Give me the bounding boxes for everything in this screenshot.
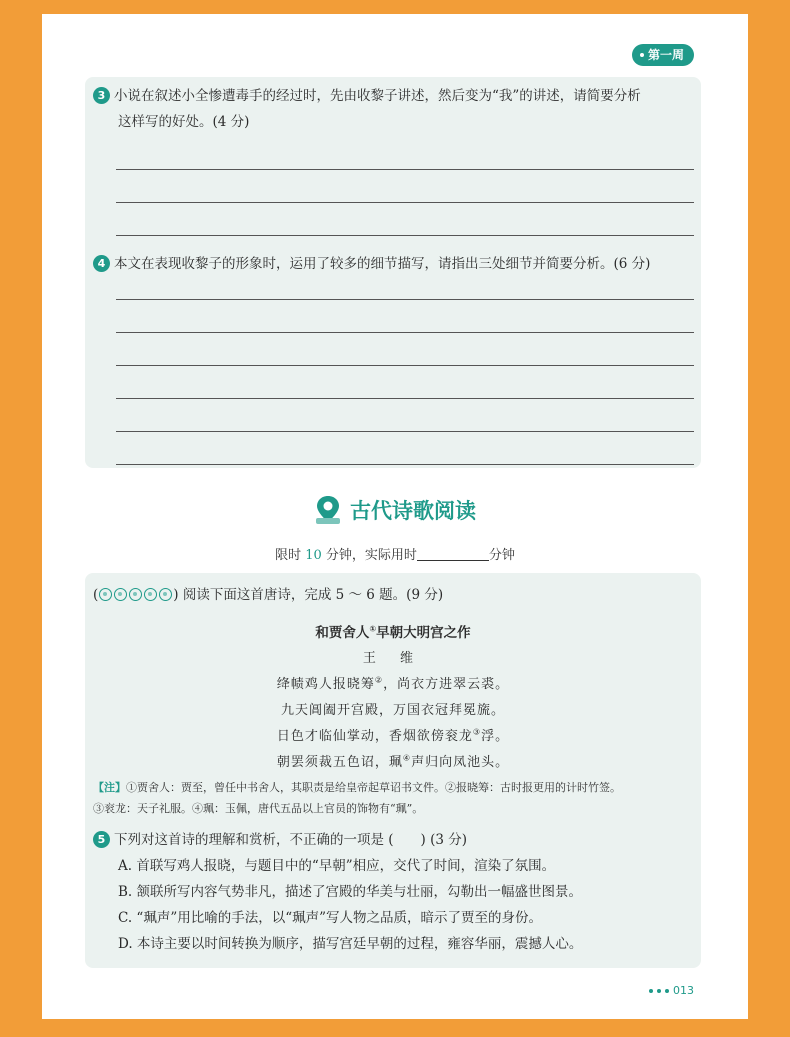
question-panel-poetry [85,573,701,968]
poem-title-part: 和贾舍人 [315,625,370,641]
question-panel-modern-text [85,77,701,468]
poem-line-text: 朝罢须裁五色诏，珮 [276,755,403,770]
footnote-mark: ① [369,624,377,634]
difficulty-circle-icon [99,588,112,601]
footer-dot-icon [649,989,653,993]
badge-dot-icon [640,53,644,57]
question-4-text: 本文在表现收黎子的形象时，运用了较多的细节描写，请指出三处细节并简要分析。(6 分) [114,256,651,272]
intro-paren: ( [93,587,99,603]
option-a[interactable]: A. 首联写鸡人报晓，与题目中的“早朝”相应，交代了时间，渲染了氛围。 [118,858,556,874]
page-footer [649,984,694,997]
page-number: 013 [673,984,694,997]
option-c[interactable]: C. “珮声”用比喻的手法，以“珮声”写人物之品质，暗示了贾至的身份。 [118,910,543,926]
section-title-text: 古代诗歌阅读 [350,499,476,523]
poem-line-text: 声归向凤池头。 [411,755,510,770]
poem-line [85,725,701,744]
poem-line [85,673,701,692]
poem-notes [93,777,693,819]
question-3-line2: 这样写的好处。(4 分) [118,114,250,130]
option-d[interactable]: D. 本诗主要以时间转换为顺序，描写宫廷早朝的过程，雍容华丽，震撼人心。 [118,936,583,952]
poem-line [85,699,701,718]
poem-line-text: 浮。 [481,729,510,744]
difficulty-circle-icon [129,588,142,601]
poem-author: 王 维 [362,651,424,666]
poem-title [85,621,701,641]
answer-line[interactable] [116,299,694,300]
timer-middle: 分钟，实际用时 [325,548,417,563]
poem-intro [93,585,443,605]
question-number-badge: 4 [93,255,110,272]
timer-minutes: 10 [305,548,322,563]
answer-line[interactable] [116,398,694,399]
answer-line[interactable] [116,235,694,236]
option-b[interactable]: B. 颔联所写内容气势非凡，描述了宫殿的华美与壮丽，勾勒出一幅盛世图景。 [118,884,583,900]
answer-line[interactable] [116,464,694,465]
question-5 [93,827,693,957]
question-number-badge: 3 [93,87,110,104]
note-line: ①贾舍人：贾至，曾任中书舍人，其职责是给皇帝起草诏书文件。②报晓筹：古时报更用的计时竹签。 [126,781,621,794]
footnote-mark: ④ [402,753,412,763]
section-title [42,494,748,526]
footer-dot-icon [665,989,669,993]
week-label: 第一周 [647,48,684,62]
difficulty-circle-icon [144,588,157,601]
location-pin-icon [314,494,342,526]
answer-line[interactable] [116,431,694,432]
poem-line-text: 绛帻鸡人报晓筹 [276,677,375,692]
footnote-mark: ② [374,675,384,685]
question-5-stem: 下列对这首诗的理解和赏析，不正确的一项是 ( ) (3 分) [114,832,468,848]
answer-line[interactable] [116,202,694,203]
footnote-mark: ③ [472,727,482,737]
difficulty-circle-icon [159,588,172,601]
poem-line-text: 九天阊阖开宫殿，万国衣冠拜冕旒。 [280,703,505,718]
intro-text: ) 阅读下面这首唐诗，完成 5 ～ 6 题。(9 分) [173,587,444,603]
note-tag: 【注】 [93,781,126,794]
poem-title-part: 早朝大明宫之作 [376,625,471,641]
poem-line-text: 日色才临仙掌动，香烟欲傍衮龙 [276,729,473,744]
question-number-badge: 5 [93,831,110,848]
actual-time-blank[interactable] [417,546,489,561]
poem-line-text: ，尚衣方进翠云裘。 [383,677,510,692]
week-badge [632,44,694,66]
timer-prefix: 限时 [275,548,302,563]
answer-line[interactable] [116,169,694,170]
poem-line [85,751,701,770]
question-3-line1: 小说在叙述小全惨遭毒手的经过时，先由收黎子讲述，然后变为“我”的讲述，请简要分析 [114,88,641,104]
question-3 [93,83,693,135]
timer-suffix: 分钟 [488,548,515,563]
difficulty-circle-icon [114,588,127,601]
note-line: ③衮龙：天子礼服。④珮：玉佩，唐代五品以上官员的饰物有“珮”。 [93,802,424,815]
answer-line[interactable] [116,332,694,333]
time-limit-line [42,544,748,563]
question-4 [93,251,693,277]
workbook-page [42,14,748,1019]
answer-line[interactable] [116,365,694,366]
footer-dot-icon [657,989,661,993]
